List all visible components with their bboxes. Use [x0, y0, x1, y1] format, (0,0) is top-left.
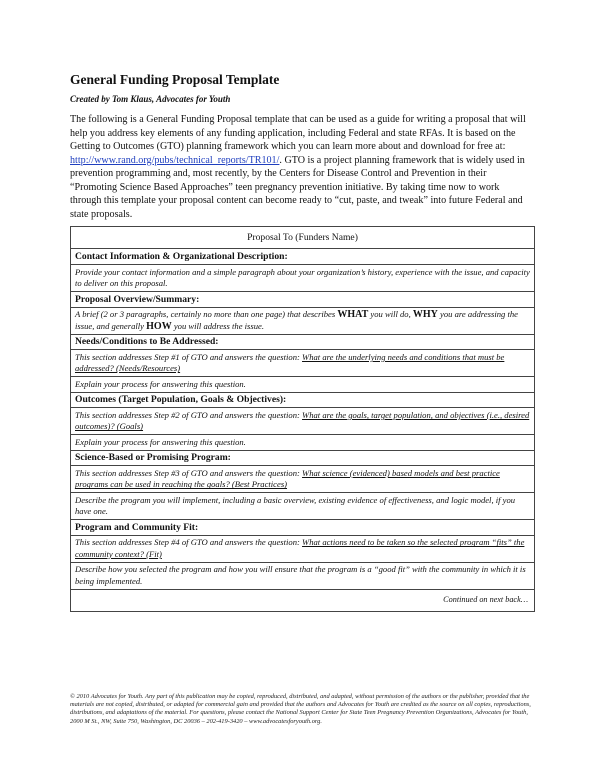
fit-question: What actions need to be taken so the selected program “fits” the community context? (Fit)	[75, 537, 525, 559]
section-heading-fit: Program and Community Fit:	[71, 520, 535, 536]
section-heading-outcomes: Outcomes (Target Population, Goals & Objectives):	[71, 392, 535, 408]
science-question: What science (evidenced) based models and best practice programs can be used in reaching the goals? (Best Practices)	[75, 467, 500, 490]
intro-paragraph	[70, 113, 533, 221]
byline: Created by Tom Klaus, Advocates for Youth	[70, 94, 231, 104]
needs-step-text: This section addresses Step #1 of GTO and answers the question:	[75, 351, 303, 362]
overview-how: HOW	[146, 320, 172, 332]
section-step-science	[71, 466, 535, 493]
intro-text: The following is a General Funding Proposal template that can be used as a guide for writing a proposal that will help you address key elements of any funding application, including Federal and state RFAs. It is based on the Getting to Outcomes (GTO) planning framework which you can learn more about and download for free at:	[70, 114, 526, 152]
continued-note: Continued on next back…	[71, 589, 535, 611]
section-text-contact: Provide your contact information and a simple paragraph about your organization’s history, experience with the issue, and capacity to deliver on this proposal.	[71, 265, 535, 292]
overview-why: WHY	[412, 309, 438, 321]
section-step-fit	[71, 535, 535, 562]
outcomes-question: What are the goals, target population, and objectives (i.e., desired outcomes)? (Goals)	[75, 409, 530, 432]
section-step-outcomes	[71, 408, 535, 435]
rand-gto-link[interactable]: http://www.rand.org/pubs/technical_reports/TR101/	[70, 154, 280, 166]
section-text-overview	[71, 307, 535, 334]
outcomes-step-text: This section addresses Step #2 of GTO and answers the question:	[75, 409, 303, 420]
section-heading-overview: Proposal Overview/Summary:	[71, 292, 535, 308]
section-heading-needs: Needs/Conditions to Be Addressed:	[71, 334, 535, 350]
document-page	[70, 72, 533, 612]
science-step-text: This section addresses Step #3 of GTO and answers the question:	[75, 467, 303, 478]
section-heading-contact: Contact Information & Organizational Description:	[71, 249, 535, 265]
section-explain-outcomes: Explain your process for answering this question.	[71, 435, 535, 450]
overview-text-4: you will address the issue.	[171, 320, 265, 331]
table-header: Proposal To (Funders Name)	[71, 227, 535, 249]
overview-text-2: you will do,	[368, 309, 413, 320]
intro-text-continued: . GTO is a project planning framework that is widely used in prevention programming and, most recently, by the Centers for Disease Control and Prevention in their “Promoting Science Based Approaches” teen pregnancy prevention initiative. By taking time now to work through this template your proposal content can become ready to “cut, paste, and tweak” into future Federal and state proposals.	[70, 154, 525, 220]
section-describe-science: Describe the program you will implement, including a basic overview, existing evidence of effectiveness, and logic model, if you have one.	[71, 493, 535, 520]
proposal-table	[70, 226, 535, 612]
page-title: General Funding Proposal Template	[70, 72, 280, 87]
section-describe-fit: Describe how you selected the program and how you will ensure that the program is a “good fit” with the community in which it is being implemented.	[71, 562, 535, 589]
fit-step-text: This section addresses Step #4 of GTO and answers the question:	[75, 537, 303, 548]
overview-text-1: A brief (2 or 3 paragraphs, certainly no more than one page) that describes	[75, 309, 338, 320]
section-step-needs	[71, 350, 535, 377]
section-heading-science: Science-Based or Promising Program:	[71, 450, 535, 466]
overview-what: WHAT	[337, 309, 369, 321]
overview-text-3: you are addressing the issue, and generally	[75, 309, 518, 331]
copyright-footer: © 2010 Advocates for Youth. Any part of this publication may be copied, reproduced, distributed, and adapted, without permission of the authors or the publisher, provided that the materials are not copied, distributed, or adapted for commercial gain and provided that the authors and Advocates for Youth are credited as the source on all copies, reproductions, distributions, and adaptations of the material. For questions, please contact the National Support Center for State Teen Pregnancy Prevention Organizations, Advocates for Youth, 2000 M St., NW, Suite 750, Washington, DC 20036 – 202-419-3420 – www.advocatesforyouth.org.	[70, 693, 531, 725]
needs-question: What are the underlying needs and conditions that must be addressed? (Needs/Resources)	[75, 351, 505, 374]
section-explain-needs: Explain your process for answering this question.	[71, 377, 535, 392]
